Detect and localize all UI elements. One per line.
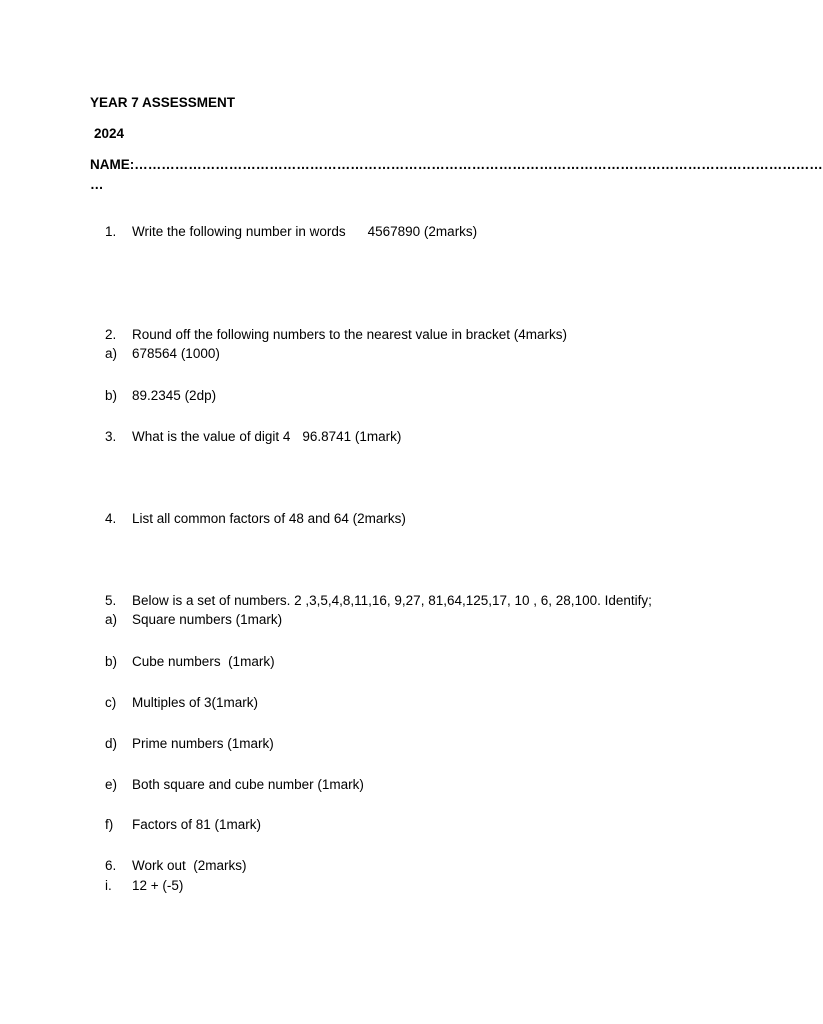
question-2a: [90, 330, 220, 378]
name-field-continuation: …: [90, 177, 104, 192]
question-number: 4.: [105, 511, 117, 526]
question-text: List all common factors of 48 and 64 (2marks): [132, 511, 406, 526]
question-6i: [90, 862, 183, 910]
question-text: Write the following number in words: [132, 224, 346, 239]
question-number: 3.: [105, 429, 117, 444]
sub-question-letter: b): [105, 654, 118, 669]
sub-question-letter: c): [105, 695, 117, 710]
question-1: [90, 208, 477, 256]
sub-question-text: Cube numbers (1mark): [132, 654, 275, 669]
question-text: What is the value of digit 4: [132, 429, 291, 444]
sub-question-text: Factors of 81 (1mark): [132, 817, 262, 832]
question-number: 5.: [105, 593, 117, 608]
question-text: Round off the following numbers to the nearest value in bracket (4marks): [132, 327, 567, 342]
question-3: [90, 413, 401, 461]
question-text: Below is a set of numbers. 2 ,3,5,4,8,11,16, 9,27, 81,64,125,17, 10 , 6, 28,100. Identify;: [132, 593, 652, 608]
sub-question-text: 89.2345 (2dp): [132, 388, 217, 403]
question-5a: [90, 596, 282, 644]
question-4: [90, 495, 406, 543]
sub-question-letter: f): [105, 817, 114, 832]
sub-question-letter: a): [105, 346, 118, 361]
page-title: YEAR 7 ASSESSMENT: [90, 95, 236, 110]
sub-question-letter: e): [105, 777, 118, 792]
question-number: 2.: [105, 327, 117, 342]
year-label: 2024: [94, 126, 125, 141]
sub-question-text: 678564 (1000): [132, 346, 220, 361]
sub-question-text: Prime numbers (1mark): [132, 736, 274, 751]
sub-question-text: 12 + (-5): [132, 878, 184, 893]
sub-question-text: Multiples of 3(1mark): [132, 695, 259, 710]
sub-question-numeral: i.: [105, 878, 112, 893]
sub-question-letter: b): [105, 388, 118, 403]
question-number: 1.: [105, 224, 117, 239]
question-value: 4567890 (2marks): [367, 224, 478, 239]
sub-question-text: Both square and cube number (1mark): [132, 777, 364, 792]
question-value: 96.8741 (1mark): [302, 429, 402, 444]
sub-question-text: Square numbers (1mark): [132, 612, 283, 627]
sub-question-letter: a): [105, 612, 118, 627]
question-text: Work out (2marks): [132, 858, 247, 873]
sub-question-letter: d): [105, 736, 118, 751]
name-field-label: NAME:………………………………………………………………………………………………………………………………………: [90, 157, 823, 172]
question-number: 6.: [105, 858, 117, 873]
